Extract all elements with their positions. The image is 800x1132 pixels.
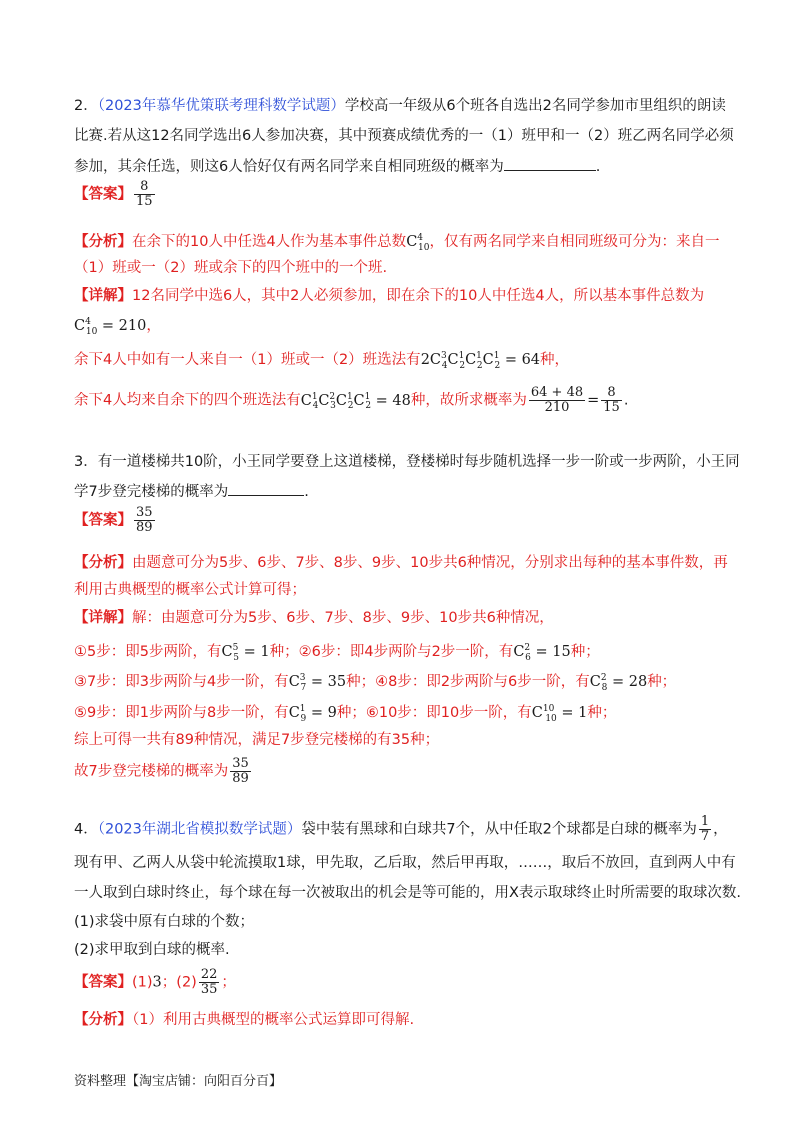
q4-source: （2023年湖北省模拟数学试题） xyxy=(97,821,302,838)
q2-detail4: 余下4人均来自余下的四个班选法有$C^1_4C^2_3C^1_2C^1_2 = 48$种，故所求概率为 $\frac{64 + 48}{210}$ = $\frac{8}{15}$ . xyxy=(74,385,629,415)
q2-line3: 参加，其余任选，则这6人恰好仅有两名同学来自相同班级的概率为 . xyxy=(74,156,600,177)
probability-fraction: $\frac{8}{15}$ xyxy=(603,385,620,415)
q3-analysis1: 【分析】由题意可分为5步、6步、7步、8步、9步、10步共6种情况，分别求出每种的基本事件数，再 xyxy=(74,555,728,571)
detail-label: 【详解】 xyxy=(74,288,132,304)
q2-line2: 比赛.若从这12名同学选出6人参加决赛，其中预赛成绩优秀的一（1）班甲和一（2）班乙两名同学必须 xyxy=(74,128,734,144)
page-footer: 资料整理【淘宝店铺：向阳百分百】 xyxy=(74,1074,283,1089)
detail-label: 【详解】 xyxy=(74,610,132,626)
q4-line3: 一人取到白球时终止，每个球在每一次被取出的机会是等可能的，用X表示取球终止时所需要的取球次数. xyxy=(74,885,742,901)
combination-expr: $C^3_7 = 35$ xyxy=(288,673,347,693)
combination-expr: $C^4_{10} = 210$ xyxy=(74,317,147,337)
q2-line1: 2．（2023年慕华优策联考理科数学试题）学校高一年级从6个班各自选出2名同学参加市里组织的朗读 xyxy=(74,98,726,114)
q2-analysis1: 【分析】在余下的10人中任选4人作为基本事件总数$C^4_{10}$，仅有两名同学来自相同班级可分为：来自一 xyxy=(74,233,720,253)
q4-line1: 4．（2023年湖北省模拟数学试题）袋中装有黑球和白球共7个，从中任取2个球都是白球的概率为 $\frac{1}{7}$ ， xyxy=(74,814,728,844)
answer-fraction: $\frac{8}{15}$ xyxy=(136,179,153,209)
q4-answer: 【答案】(1)3；(2) $\frac{22}{35}$ ； xyxy=(74,967,236,997)
probability-fraction: $\frac{35}{89}$ xyxy=(232,756,249,786)
q2-source: （2023年慕华优策联考理科数学试题） xyxy=(97,98,345,114)
q3-number: 3． xyxy=(74,454,98,470)
answer-fraction: $\frac{35}{89}$ xyxy=(136,505,153,535)
q2-answer xyxy=(74,180,157,209)
analysis-label: 【分析】 xyxy=(74,1012,132,1028)
answer-label: 【答案】 xyxy=(74,974,132,991)
q4-sub2: (2)求甲取到白球的概率. xyxy=(74,942,230,958)
q3-answer xyxy=(74,506,157,535)
answer-blank xyxy=(228,481,304,496)
answer-fraction: $\frac{22}{35}$ xyxy=(200,967,218,997)
answer-blank xyxy=(504,156,596,171)
q3-summary: 综上可得一共有89种情况，满足7步登完楼梯的有35种； xyxy=(74,732,440,748)
q3-line1: 3．有一道楼梯共10阶，小王同学要登上这道楼梯，登楼梯时每步随机选择一步一阶或一步两阶，小王同 xyxy=(74,454,740,470)
q4-line2: 现有甲、乙两人从袋中轮流摸取1球，甲先取，乙后取，然后甲再取，……，取后不放回，直到两人中有 xyxy=(74,855,736,871)
probability-fraction: $\frac{64 + 48}{210}$ xyxy=(530,385,584,415)
combination-expr: $C^{10}_{10} = 1$ xyxy=(531,704,588,724)
q3-case2: ③7步：即3步两阶与4步一阶，有$C^3_7 = 35$种；④8步：即2步两阶与6步一阶，有$C^2_8 = 28$种； xyxy=(74,673,677,693)
combination-expr: $C^2_6 = 15$ xyxy=(513,643,571,663)
q3-detail1: 【详解】解：由题意可分为5步、6步、7步、8步、9步、10步共6种情况， xyxy=(74,610,554,626)
answer-label: 【答案】 xyxy=(74,512,132,529)
combination-expr: $C^5_5 = 1$ xyxy=(221,643,270,663)
answer-label: 【答案】 xyxy=(74,186,132,203)
q3-case3: ⑤9步：即1步两阶与8步一阶，有$C^1_9 = 9$种；⑥10步：即10步一阶，有$C^{10}_{10} = 1$种； xyxy=(74,704,617,724)
combination-expr: $C^2_8 = 28$ xyxy=(589,673,648,693)
combination-expr: $2C^3_4C^1_2C^1_2C^1_2 = 64$ xyxy=(420,351,541,371)
combination-expr: $C^1_4C^2_3C^1_2C^1_2 = 48$ xyxy=(300,391,411,412)
analysis-label: 【分析】 xyxy=(74,233,132,250)
q2-detail3: 余下4人中如有一人来自一（1）班或一（2）班选法有$2C^3_4C^1_2C^1_2C^1_2 = 64$种， xyxy=(74,351,570,371)
q3-case1: ①5步：即5步两阶，有$C^5_5 = 1$种；②6步：即4步两阶与2步一阶，有$C^2_6 = 15$种； xyxy=(74,643,600,663)
q2-detail1: 【详解】12名同学中选6人，其中2人必须参加，即在余下的10人中任选4人，所以基本事件总数为 xyxy=(74,288,705,304)
combination-expr: $C^1_9 = 9$ xyxy=(288,704,337,724)
analysis-label: 【分析】 xyxy=(74,555,132,571)
q2-analysis2: （1）班或一（2）班或余下的四个班中的一个班. xyxy=(74,260,388,276)
q3-line2: 学7步登完楼梯的概率为 . xyxy=(74,481,309,502)
q4-sub1: (1)求袋中原有白球的个数； xyxy=(74,914,255,930)
combination-expr: $C^4_{10}$ xyxy=(406,233,430,253)
q2-number: 2． xyxy=(74,98,98,114)
probability-fraction: $\frac{1}{7}$ xyxy=(700,814,710,844)
q4-analysis1: 【分析】（1）利用古典概型的概率公式运算即可得解. xyxy=(74,1012,415,1028)
q3-analysis2: 利用古典概型的概率公式计算可得； xyxy=(74,582,306,598)
q3-final: 故7步登完楼梯的概率为 $\frac{35}{89}$ xyxy=(74,756,249,786)
q4-number: 4． xyxy=(74,821,98,838)
q2-detail2: $C^4_{10} = 210$， xyxy=(74,317,161,337)
